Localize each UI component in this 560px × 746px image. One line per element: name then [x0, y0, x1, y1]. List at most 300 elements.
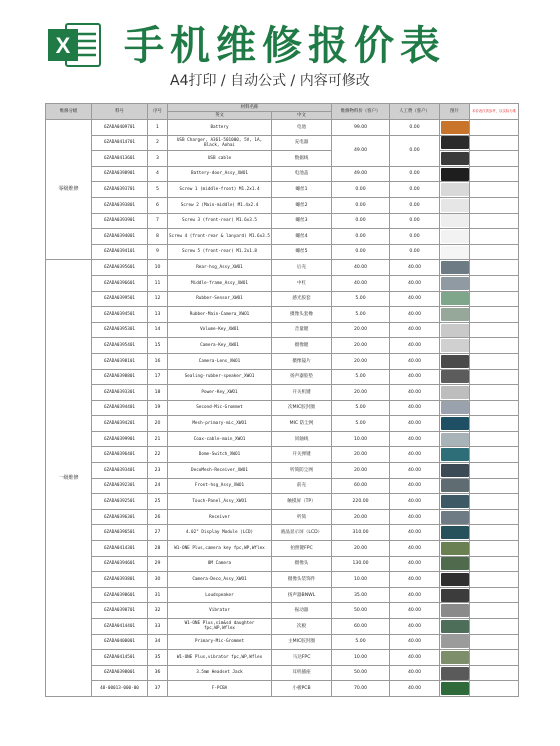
- part-photo-icon: [441, 199, 469, 212]
- part-image-cell: [440, 665, 470, 681]
- labor-cell: 40.00: [390, 650, 440, 666]
- note-blank-cell: [470, 556, 519, 572]
- seq-cell: 17: [148, 369, 168, 385]
- part-image-cell: [440, 260, 470, 276]
- labor-cell: 40.00: [390, 509, 440, 525]
- labor-cell: 40.00: [390, 556, 440, 572]
- material-no-cell: 6ZADA0394201: [92, 416, 148, 432]
- labor-cell: 40.00: [390, 275, 440, 291]
- labor-cell: 40.00: [390, 603, 440, 619]
- name-en-cell: F-PCBA: [168, 681, 272, 697]
- material-no-cell: 6ZADA0399501: [92, 291, 148, 307]
- part-image-cell: [440, 681, 470, 697]
- parts-price-cell: 20.00: [332, 353, 390, 369]
- parts-price-cell: 35.00: [332, 587, 390, 603]
- part-photo-icon: [441, 620, 469, 633]
- seq-cell: 10: [148, 260, 168, 276]
- parts-price-cell: 0.00: [332, 229, 390, 245]
- part-photo-icon: [441, 246, 469, 259]
- name-cn-cell: 耳机插座: [272, 665, 332, 681]
- parts-price-cell: 20.00: [332, 447, 390, 463]
- material-no-cell: 6ZADA0398901: [92, 166, 148, 182]
- parts-price-cell: 20.00: [332, 509, 390, 525]
- labor-cell: 40.00: [390, 447, 440, 463]
- parts-price-cell: 20.00: [332, 385, 390, 401]
- table-row: [46, 603, 519, 619]
- table-row: [46, 447, 519, 463]
- part-photo-icon: [441, 261, 469, 274]
- name-cn-cell: 螺丝2: [272, 197, 332, 213]
- parts-price-cell: 5.00: [332, 369, 390, 385]
- note-blank-cell: [470, 244, 519, 260]
- part-photo-icon: [441, 308, 469, 321]
- note-blank-cell: [470, 166, 519, 182]
- note-blank-cell: [470, 509, 519, 525]
- material-no-cell: 6ZADA0414701: [92, 135, 148, 151]
- labor-cell: 40.00: [390, 478, 440, 494]
- name-en-cell: Volume-Key_XWO1: [168, 322, 272, 338]
- note-blank-cell: [470, 353, 519, 369]
- material-no-cell: 6ZADA0399901: [92, 431, 148, 447]
- material-no-cell: 48-00013-000-00: [92, 681, 148, 697]
- note-blank-cell: [470, 151, 519, 167]
- part-photo-icon: [441, 635, 469, 648]
- labor-cell: 0.00: [390, 197, 440, 213]
- table-row: [46, 556, 519, 572]
- parts-price-cell: 0.00: [332, 244, 390, 260]
- name-cn-cell: 次MIC胶封圈: [272, 400, 332, 416]
- table-row: [46, 431, 519, 447]
- note-blank-cell: [470, 478, 519, 494]
- seq-cell: 35: [148, 650, 168, 666]
- part-photo-icon: [441, 651, 469, 664]
- part-image-cell: [440, 135, 470, 151]
- part-photo-icon: [441, 526, 469, 539]
- page-title: 手机维修报价表: [124, 23, 446, 69]
- col-labor: 人工费（客户）: [390, 104, 440, 120]
- name-cn-cell: 扬声器BNWL: [272, 587, 332, 603]
- table-row: [46, 182, 519, 198]
- seq-cell: 16: [148, 353, 168, 369]
- parts-price-cell: 5.00: [332, 634, 390, 650]
- note-blank-cell: [470, 338, 519, 354]
- seq-cell: 13: [148, 307, 168, 323]
- material-no-cell: 6ZADA0393401: [92, 463, 148, 479]
- note-blank-cell: [470, 665, 519, 681]
- part-image-cell: [440, 400, 470, 416]
- name-en-cell: 4.02" Display Module (LCD): [168, 525, 272, 541]
- note-blank-cell: [470, 307, 519, 323]
- name-cn-cell: 摄像镜片: [272, 353, 332, 369]
- table-row: [46, 541, 519, 557]
- name-cn-cell: 扬声器胶垫: [272, 369, 332, 385]
- part-image-cell: [440, 416, 470, 432]
- parts-price-cell: 60.00: [332, 478, 390, 494]
- labor-cell: 40.00: [390, 525, 440, 541]
- labor-cell: 40.00: [390, 307, 440, 323]
- name-en-cell: Rubber-Sensor_XWO1: [168, 291, 272, 307]
- seq-cell: 27: [148, 525, 168, 541]
- note-blank-cell: [470, 275, 519, 291]
- part-photo-icon: [441, 292, 469, 305]
- labor-cell: 40.00: [390, 494, 440, 510]
- seq-cell: 14: [148, 322, 168, 338]
- name-cn-cell: 摄像头: [272, 556, 332, 572]
- col-name-cn: 中文: [272, 112, 332, 120]
- note-blank-cell: [470, 120, 519, 136]
- material-no-cell: 6ZADA0392501: [92, 494, 148, 510]
- part-photo-icon: [441, 152, 469, 165]
- part-photo-icon: [441, 573, 469, 586]
- parts-price-cell: 40.00: [332, 260, 390, 276]
- part-photo-icon: [441, 557, 469, 570]
- quote-table: [45, 103, 519, 697]
- material-no-cell: 6ZADA0414501: [92, 650, 148, 666]
- parts-price-cell: 5.00: [332, 307, 390, 323]
- material-no-cell: 6ZADA0395301: [92, 322, 148, 338]
- part-image-cell: [440, 307, 470, 323]
- name-en-cell: Screw 3 (front-rear) M1.6x3.5: [168, 213, 272, 229]
- parts-price-cell: 50.00: [332, 665, 390, 681]
- table-row: [46, 322, 519, 338]
- name-en-cell: Screw 2 (Main-middle) M1.4x2.4: [168, 197, 272, 213]
- material-no-cell: 6ZADA0398801: [92, 369, 148, 385]
- name-cn-cell: 振动器: [272, 603, 332, 619]
- part-image-cell: [440, 634, 470, 650]
- note-blank-cell: [470, 229, 519, 245]
- part-image-cell: [440, 587, 470, 603]
- table-row: [46, 681, 519, 697]
- name-en-cell: Dome-Switch_XWO1: [168, 447, 272, 463]
- name-cn-cell: 液晶显示屏（LCD）: [272, 525, 332, 541]
- name-cn-cell: 螺丝3: [272, 213, 332, 229]
- parts-price-cell: 20.00: [332, 338, 390, 354]
- parts-price-cell: 130.00: [332, 556, 390, 572]
- seq-cell: 18: [148, 385, 168, 401]
- seq-cell: 5: [148, 182, 168, 198]
- labor-cell: 40.00: [390, 587, 440, 603]
- col-parts-price: 维修物料价（客户）: [332, 104, 390, 120]
- note-blank-cell: [470, 681, 519, 697]
- part-image-cell: [440, 556, 470, 572]
- note-blank-cell: [470, 603, 519, 619]
- part-image-cell: [440, 619, 470, 635]
- seq-cell: 2: [148, 135, 168, 151]
- name-en-cell: 3.5mm Headset Jack: [168, 665, 272, 681]
- labor-cell: 0.00: [390, 120, 440, 136]
- name-en-cell: Power-Key_XWO1: [168, 385, 272, 401]
- labor-cell: 40.00: [390, 369, 440, 385]
- seq-cell: 33: [148, 619, 168, 635]
- logo-letter: X: [55, 33, 71, 58]
- parts-price-cell: 20.00: [332, 463, 390, 479]
- col-image: 图片: [440, 104, 470, 120]
- seq-cell: 15: [148, 338, 168, 354]
- table-row: [46, 338, 519, 354]
- part-image-cell: [440, 151, 470, 167]
- note-blank-cell: [470, 634, 519, 650]
- note-blank-cell: [470, 541, 519, 557]
- material-no-cell: 6ZADA0414401: [92, 619, 148, 635]
- material-no-cell: 6ZADA0393301: [92, 385, 148, 401]
- name-cn-cell: 马达FPC: [272, 650, 332, 666]
- part-photo-icon: [441, 355, 469, 368]
- name-en-cell: USB cable: [168, 151, 272, 167]
- parts-price-cell: 220.00: [332, 494, 390, 510]
- name-cn-cell: 音量键: [272, 322, 332, 338]
- table-row: [46, 494, 519, 510]
- col-material-name: 材料名称: [168, 104, 332, 112]
- note-blank-cell: [470, 447, 519, 463]
- seq-cell: 3: [148, 151, 168, 167]
- name-en-cell: Camera-Key_XWO1: [168, 338, 272, 354]
- part-image-cell: [440, 541, 470, 557]
- parts-price-cell: 0.00: [332, 213, 390, 229]
- part-photo-icon: [441, 682, 469, 695]
- note-blank-cell: [470, 587, 519, 603]
- seq-cell: 9: [148, 244, 168, 260]
- part-photo-icon: [441, 370, 469, 383]
- table-row: [46, 135, 519, 151]
- name-en-cell: Rear-hsg_Assy_XWO1: [168, 260, 272, 276]
- name-cn-cell: 电池盖: [272, 166, 332, 182]
- note-blank-cell: [470, 291, 519, 307]
- part-photo-icon: [441, 479, 469, 492]
- parts-price-cell: 20.00: [332, 322, 390, 338]
- part-image-cell: [440, 447, 470, 463]
- part-photo-icon: [441, 464, 469, 477]
- note-blank-cell: [470, 400, 519, 416]
- seq-cell: 22: [148, 447, 168, 463]
- labor-cell: 40.00: [390, 681, 440, 697]
- note-blank-cell: [470, 197, 519, 213]
- part-image-cell: [440, 120, 470, 136]
- seq-cell: 32: [148, 603, 168, 619]
- labor-cell: 0.00: [390, 213, 440, 229]
- part-photo-icon: [441, 386, 469, 399]
- name-cn-cell: 螺丝1: [272, 182, 332, 198]
- labor-cell: 40.00: [390, 322, 440, 338]
- seq-cell: 30: [148, 572, 168, 588]
- part-photo-icon: [441, 433, 469, 446]
- name-cn-cell: 触摸屏（TP）: [272, 494, 332, 510]
- material-no-cell: 6ZADA0396501: [92, 525, 148, 541]
- parts-price-cell: 49.00: [332, 166, 390, 182]
- note-blank-cell: [470, 525, 519, 541]
- name-cn-cell: 次板: [272, 619, 332, 635]
- part-image-cell: [440, 182, 470, 198]
- name-cn-cell: 开关弹键: [272, 447, 332, 463]
- material-no-cell: 6ZADA0396601: [92, 275, 148, 291]
- name-cn-cell: 前壳: [272, 478, 332, 494]
- part-image-cell: [440, 369, 470, 385]
- parts-price-cell: 49.00: [332, 135, 390, 166]
- labor-cell: 40.00: [390, 634, 440, 650]
- name-cn-cell: 感光胶套: [272, 291, 332, 307]
- part-photo-icon: [441, 667, 469, 680]
- col-name-en: 英文: [168, 112, 272, 120]
- seq-cell: 11: [148, 275, 168, 291]
- excel-logo-icon: [46, 20, 102, 70]
- col-material-no: 料号: [92, 104, 148, 120]
- material-no-cell: 6ZADA0393801: [92, 572, 148, 588]
- part-photo-icon: [441, 183, 469, 196]
- material-no-cell: 6ZADA0396401: [92, 447, 148, 463]
- part-photo-icon: [441, 448, 469, 461]
- parts-price-cell: 99.00: [332, 120, 390, 136]
- seq-cell: 12: [148, 291, 168, 307]
- material-no-cell: 6ZADA0394001: [92, 229, 148, 245]
- labor-cell: 40.00: [390, 353, 440, 369]
- seq-cell: 34: [148, 634, 168, 650]
- note-blank-cell: [470, 494, 519, 510]
- parts-price-cell: 0.00: [332, 182, 390, 198]
- table-row: [46, 275, 519, 291]
- material-no-cell: 6ZADA0395401: [92, 338, 148, 354]
- labor-cell: 40.00: [390, 541, 440, 557]
- parts-price-cell: 310.00: [332, 525, 390, 541]
- part-image-cell: [440, 463, 470, 479]
- seq-cell: 25: [148, 494, 168, 510]
- table-row: [46, 650, 519, 666]
- material-no-cell: 6ZADA0393801: [92, 197, 148, 213]
- name-en-cell: W1-ONE Plus,sim&sd daughter fpc,WP,Wflex: [168, 619, 272, 635]
- material-no-cell: 6ZADA0414301: [92, 541, 148, 557]
- material-no-cell: 6ZADA0394501: [92, 307, 148, 323]
- name-en-cell: Battery: [168, 120, 272, 136]
- name-cn-cell: 拍照键FPC: [272, 541, 332, 557]
- material-no-cell: 6ZADA0398701: [92, 603, 148, 619]
- name-cn-cell: 小板PCB: [272, 681, 332, 697]
- material-no-cell: 6ZADA0394401: [92, 400, 148, 416]
- note-blank-cell: [470, 369, 519, 385]
- seq-cell: 31: [148, 587, 168, 603]
- repair-level-cell: 零级维修: [46, 120, 92, 260]
- part-image-cell: [440, 338, 470, 354]
- name-en-cell: Screw 1 (middle-front) M1.2x1.4: [168, 182, 272, 198]
- part-photo-icon: [441, 401, 469, 414]
- note-blank-cell: [470, 182, 519, 198]
- name-en-cell: W1-ONE Plus,camera key fpc,WP,Wflex: [168, 541, 272, 557]
- parts-price-cell: 70.00: [332, 681, 390, 697]
- seq-cell: 37: [148, 681, 168, 697]
- table-row: [46, 619, 519, 635]
- parts-price-cell: 10.00: [332, 650, 390, 666]
- material-no-cell: 6ZADA0393901: [92, 213, 148, 229]
- name-cn-cell: 螺丝4: [272, 229, 332, 245]
- name-en-cell: Middle-frame_Assy_XWO1: [168, 275, 272, 291]
- part-photo-icon: [441, 121, 469, 134]
- table-row: [46, 400, 519, 416]
- material-no-cell: 6ZADA0398001: [92, 665, 148, 681]
- labor-cell: 40.00: [390, 416, 440, 432]
- name-cn-cell: 开关机键: [272, 385, 332, 401]
- part-image-cell: [440, 353, 470, 369]
- material-no-cell: 6ZADA0393701: [92, 182, 148, 198]
- name-cn-cell: 充电器: [272, 135, 332, 151]
- material-no-cell: 6ZADA0394101: [92, 244, 148, 260]
- name-cn-cell: 摄像键: [272, 338, 332, 354]
- name-en-cell: Primary-Mic-Grommet: [168, 634, 272, 650]
- part-photo-icon: [441, 542, 469, 555]
- part-image-cell: [440, 603, 470, 619]
- name-cn-cell: 听筒: [272, 509, 332, 525]
- note-blank-cell: [470, 213, 519, 229]
- page-subtitle: A4打印 / 自动公式 / 内容可修改: [170, 73, 370, 89]
- parts-price-cell: 0.00: [332, 197, 390, 213]
- part-image-cell: [440, 229, 470, 245]
- part-image-cell: [440, 275, 470, 291]
- name-en-cell: Coax-cable-main_XWO1: [168, 431, 272, 447]
- part-image-cell: [440, 213, 470, 229]
- name-en-cell: Screw 5 (front-rear) M1.2x1.8: [168, 244, 272, 260]
- labor-cell: 0.00: [390, 166, 440, 182]
- part-photo-icon: [441, 339, 469, 352]
- parts-price-cell: 40.00: [332, 275, 390, 291]
- name-en-cell: Sealing-rubber-speaker_XWO1: [168, 369, 272, 385]
- name-en-cell: Front-hsg_Assy_XWO1: [168, 478, 272, 494]
- parts-price-cell: 5.00: [332, 416, 390, 432]
- seq-cell: 19: [148, 400, 168, 416]
- material-no-cell: 6ZADA0392301: [92, 478, 148, 494]
- name-cn-cell: 中杠: [272, 275, 332, 291]
- name-cn-cell: 主MIC胶封圈: [272, 634, 332, 650]
- material-no-cell: 6ZADA0396301: [92, 509, 148, 525]
- seq-cell: 7: [148, 213, 168, 229]
- seq-cell: 1: [148, 120, 168, 136]
- material-no-cell: 6ZADA0400001: [92, 634, 148, 650]
- material-no-cell: 6ZADA0409701: [92, 120, 148, 136]
- labor-cell: 40.00: [390, 665, 440, 681]
- note-blank-cell: [470, 650, 519, 666]
- table-row: [46, 120, 519, 136]
- part-photo-icon: [441, 136, 469, 149]
- part-photo-icon: [441, 604, 469, 617]
- name-en-cell: Receiver: [168, 509, 272, 525]
- name-en-cell: Second-Mic-Grommet: [168, 400, 272, 416]
- name-en-cell: Vibrator: [168, 603, 272, 619]
- col-seq: 序号: [148, 104, 168, 120]
- table-row: [46, 525, 519, 541]
- table-row: [46, 509, 519, 525]
- table-row: [46, 166, 519, 182]
- name-cn-cell: 同轴线: [272, 431, 332, 447]
- note-blank-cell: [470, 619, 519, 635]
- name-cn-cell: 听筒防尘网: [272, 463, 332, 479]
- name-en-cell: USB Charger, A361-501000, 5V, 1A, Black, Aohai: [168, 135, 272, 151]
- part-photo-icon: [441, 324, 469, 337]
- table-row: [46, 244, 519, 260]
- name-en-cell: W1-ONE Plus,vibrator fpc,WP,Wflex: [168, 650, 272, 666]
- parts-price-cell: 5.00: [332, 291, 390, 307]
- name-en-cell: DecoMesh-Receiver_XWO1: [168, 463, 272, 479]
- name-cn-cell: 摄像头套橡: [272, 307, 332, 323]
- part-image-cell: [440, 572, 470, 588]
- part-photo-icon: [441, 168, 469, 181]
- name-cn-cell: 电池: [272, 120, 332, 136]
- name-en-cell: Screw 4 (front-rear & lanyard) M1.6x3.5: [168, 229, 272, 245]
- part-photo-icon: [441, 511, 469, 524]
- table-row: [46, 572, 519, 588]
- note-blank-cell: [470, 572, 519, 588]
- seq-cell: 21: [148, 431, 168, 447]
- name-en-cell: Loudspeaker: [168, 587, 272, 603]
- labor-cell: 0.00: [390, 182, 440, 198]
- part-photo-icon: [441, 417, 469, 430]
- labor-cell: 40.00: [390, 338, 440, 354]
- note-blank-cell: [470, 416, 519, 432]
- part-image-cell: [440, 291, 470, 307]
